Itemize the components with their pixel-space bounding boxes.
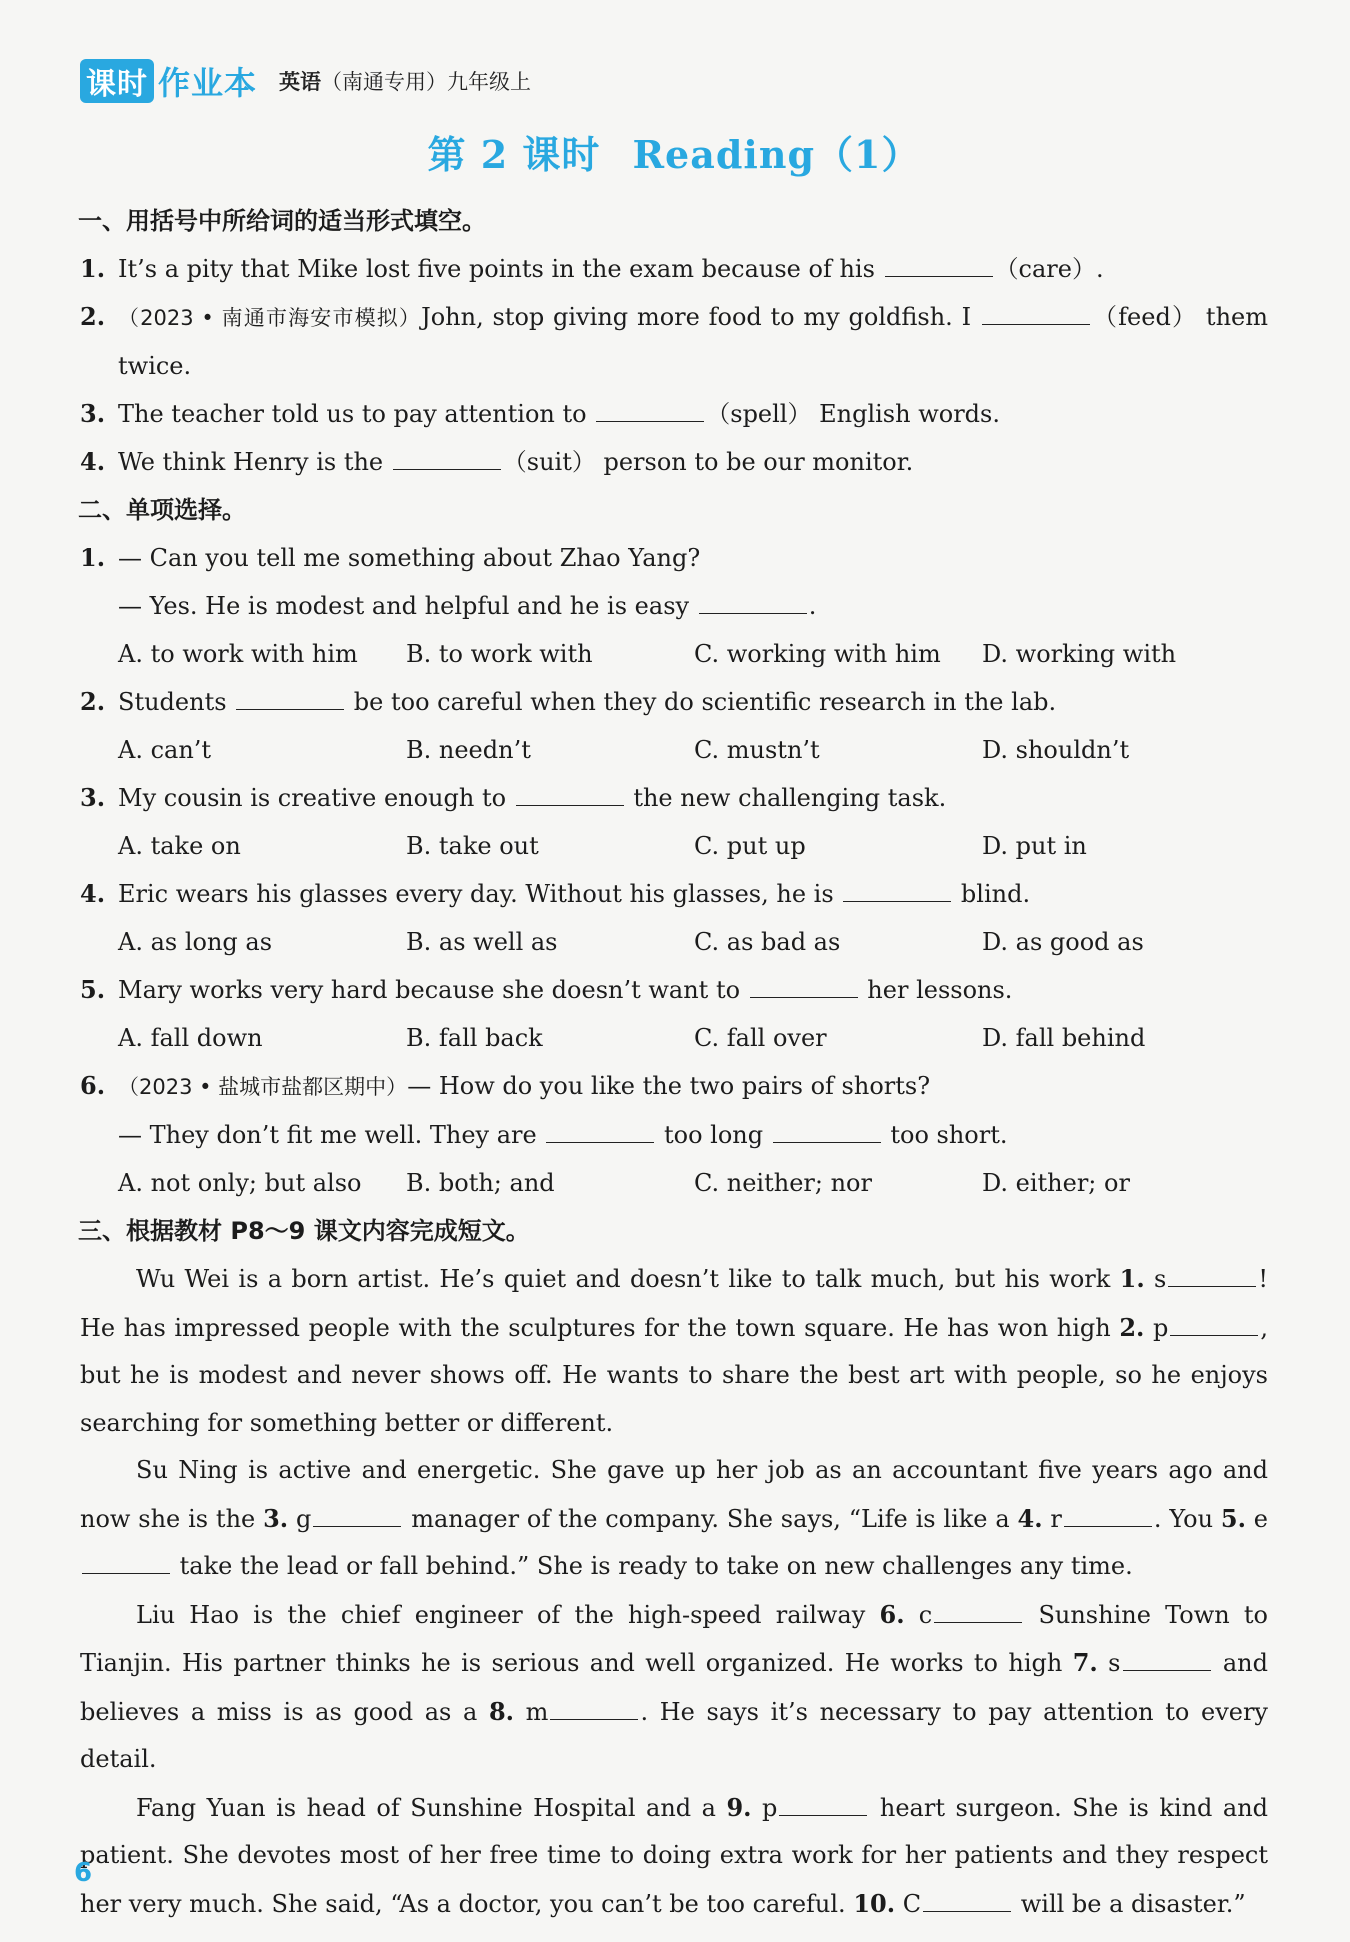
option-a[interactable]: A. can’t <box>118 736 212 764</box>
answer-blank[interactable] <box>843 876 951 902</box>
passage-paragraph-fang-yuan: Fang Yuan is head of Sunshine Hospital and a 9. p heart surgeon. She is kind and patient. She devotes most of her free time to doing extra work for her patients and they respect her very much. She said, “As a doctor, you can’t be too careful. 10. C will be a disaster.” <box>80 1784 1268 1929</box>
passage-paragraph-wu-wei: Wu Wei is a born artist. He’s quiet and doesn’t like to talk much, but his work 1. s ! He has impressed people with the sculptures for the town square. He has won high 2. p , but he is modest and never shows off. He wants to share the best art with people, so he enjoys searching for something better or different. <box>80 1255 1268 1447</box>
option-d[interactable]: D. fall behind <box>982 1024 1146 1052</box>
option-b[interactable]: B. take out <box>406 832 539 860</box>
option-c[interactable]: C. mustn’t <box>694 736 820 764</box>
answer-blank[interactable] <box>550 1693 638 1719</box>
lesson-title <box>80 124 1268 179</box>
lesson-name: Reading（1） <box>632 132 921 177</box>
s2-question-4: 4. Eric wears his glasses every day. Without his glasses, he is blind. <box>80 870 1268 918</box>
s2-question-1: 1. — Can you tell me something about Zhao Yang? <box>80 543 701 572</box>
option-c[interactable]: C. neither; nor <box>694 1169 872 1197</box>
option-a[interactable]: A. as long as <box>118 928 273 956</box>
option-b[interactable]: B. as well as <box>406 928 558 956</box>
option-c[interactable]: C. working with him <box>694 640 941 668</box>
brand-logo-box: 课时 <box>80 59 154 103</box>
s1-question-4: 4. We think Henry is the （suit） person to be our monitor. <box>80 438 1268 486</box>
answer-blank[interactable] <box>885 251 993 277</box>
section-1-title: 一、用括号中所给词的适当形式填空。 <box>78 207 486 235</box>
question-source: （2023 • 南通市海安市模拟） <box>118 306 422 330</box>
option-a[interactable]: A. fall down <box>118 1024 263 1052</box>
s2-question-2: 2. Students be too careful when they do scientific research in the lab. <box>80 678 1268 726</box>
answer-blank[interactable] <box>779 1789 867 1815</box>
option-d[interactable]: D. working with <box>982 640 1177 668</box>
s2-question-4-options <box>80 918 1268 966</box>
answer-blank[interactable] <box>982 299 1090 325</box>
answer-blank[interactable] <box>1123 1645 1211 1671</box>
s2-question-3-options <box>80 822 1268 870</box>
page-number: 6 <box>74 1858 93 1888</box>
option-c[interactable]: C. fall over <box>694 1024 827 1052</box>
s2-question-5-options <box>80 1014 1268 1062</box>
option-d[interactable]: D. as good as <box>982 928 1144 956</box>
option-d[interactable]: D. either; or <box>982 1169 1130 1197</box>
s2-question-2-options <box>80 726 1268 774</box>
s2-question-3: 3. My cousin is creative enough to the new challenging task. <box>80 774 1268 822</box>
option-b[interactable]: B. fall back <box>406 1024 543 1052</box>
answer-blank[interactable] <box>1064 1500 1152 1526</box>
answer-blank[interactable] <box>516 780 624 806</box>
question-source: （2023 • 盐城市盐都区期中） <box>118 1075 408 1099</box>
s2-question-1-options <box>80 630 1268 678</box>
option-a[interactable]: A. to work with him <box>118 640 358 668</box>
s2-question-1-reply: — Yes. He is modest and helpful and he is easy . <box>80 582 1268 630</box>
answer-blank[interactable] <box>699 588 807 614</box>
s1-question-2: 2. （2023 • 南通市海安市模拟）John, stop giving more food to my goldfish. I （feed） them twice. <box>80 293 1268 390</box>
answer-blank[interactable] <box>393 444 501 470</box>
option-b[interactable]: B. to work with <box>406 640 593 668</box>
answer-blank[interactable] <box>934 1596 1022 1622</box>
section-2-title: 二、单项选择。 <box>78 496 246 524</box>
lesson-part: 第 2 课时 <box>427 132 601 177</box>
answer-blank[interactable] <box>313 1500 401 1526</box>
option-b[interactable]: B. needn’t <box>406 736 531 764</box>
answer-blank[interactable] <box>1168 1261 1256 1287</box>
option-c[interactable]: C. as bad as <box>694 928 841 956</box>
answer-blank[interactable] <box>1170 1309 1258 1335</box>
answer-blank[interactable] <box>596 396 704 422</box>
brand-logo-text: 作业本 <box>158 64 258 102</box>
s2-question-6-reply: — They don’t fit me well. They are too long too short. <box>80 1111 1268 1159</box>
answer-blank[interactable] <box>923 1885 1011 1911</box>
answer-blank[interactable] <box>82 1548 170 1574</box>
page-header <box>80 50 1268 112</box>
option-a[interactable]: A. not only; but also <box>118 1169 362 1197</box>
option-d[interactable]: D. put in <box>982 832 1087 860</box>
s1-question-3: 3. The teacher told us to pay attention to （spell） English words. <box>80 390 1268 438</box>
s2-question-5: 5. Mary works very hard because she doesn’t want to her lessons. <box>80 966 1268 1014</box>
s1-question-1: 1. It’s a pity that Mike lost five points in the exam because of his （care）. <box>80 245 1268 293</box>
option-c[interactable]: C. put up <box>694 832 806 860</box>
passage-paragraph-su-ning: Su Ning is active and energetic. She gave up her job as an accountant five years ago and now she is the 3. g manager of the company. She says, “Life is like a 4. r . You 5. e take the lead or fall behind.” She is ready to take on new challenges any time. <box>80 1456 1268 1580</box>
subject-label: 英语（南通专用）九年级上 <box>279 70 532 94</box>
answer-blank[interactable] <box>236 684 344 710</box>
passage-paragraph-liu-hao: Liu Hao is the chief engineer of the high-speed railway 6. c Sunshine Town to Tianjin. His partner thinks he is serious and well organized. He works to high 7. s and believes a miss is as good as a 8. m . He says it’s necessary to pay attention to every detail. <box>80 1591 1268 1784</box>
s2-question-6: 6. （2023 • 盐城市盐都区期中）— How do you like the two pairs of shorts? <box>80 1071 931 1100</box>
option-b[interactable]: B. both; and <box>406 1169 555 1197</box>
answer-blank[interactable] <box>546 1117 654 1143</box>
answer-blank[interactable] <box>773 1117 881 1143</box>
s2-question-6-options <box>80 1159 1268 1207</box>
option-a[interactable]: A. take on <box>118 832 241 860</box>
section-3-title: 三、根据教材 P8～9 课文内容完成短文。 <box>78 1217 530 1245</box>
answer-blank[interactable] <box>750 972 858 998</box>
option-d[interactable]: D. shouldn’t <box>982 736 1130 764</box>
